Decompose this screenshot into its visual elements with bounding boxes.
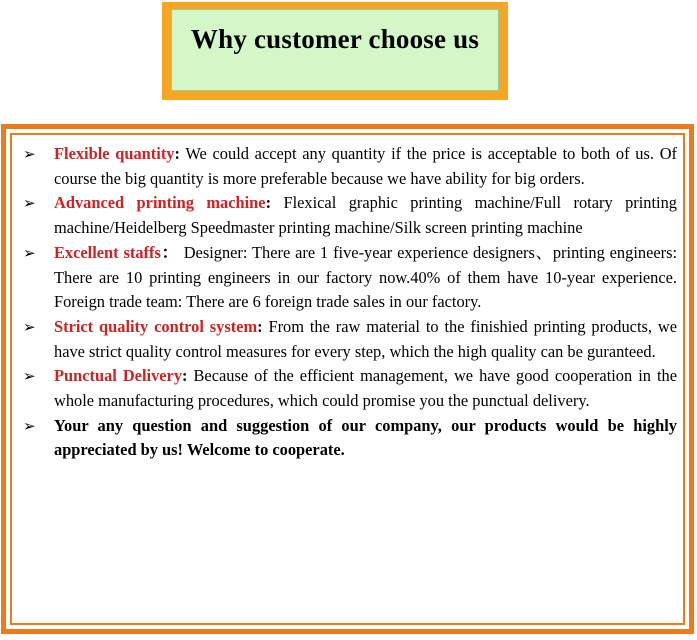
list-item-advanced-printing-machine [18, 191, 677, 240]
list-item-closing [18, 414, 677, 463]
arrowhead-bullet-icon: ➢ [23, 317, 36, 336]
arrowhead-bullet-icon: ➢ [23, 367, 36, 386]
arrowhead-bullet-icon: ➢ [23, 145, 36, 163]
arrowhead-bullet-icon: ➢ [23, 243, 36, 262]
item-text: From the raw material to the finishied printing products, we have strict quality control measures for every step, which the high quality can be guranteed. [54, 316, 677, 361]
item-text: Designer: There are 1 five-year experience designers、printing engineers: There are 10 printing engineers in our factory now.40% of them have 10-year experience. Foreign trade team: There are 6 foreign trade sales in our factory. [54, 242, 678, 312]
item-text: Flexical graphic printing machine/Full rotary printing machine/Heidelberg Speedmaster printing machine/Silk screen printing machine [54, 193, 677, 238]
arrowhead-bullet-icon: ➢ [23, 194, 36, 213]
content-panel-inner [10, 133, 685, 625]
list-item-quality-control [18, 315, 677, 364]
item-text: We could accept any quantity if the price is acceptable to both of us. Of course the big quantity is more preferable because we have ability for big orders. [54, 144, 677, 188]
content-panel [1, 124, 694, 634]
item-text: Because of the efficient management, we have good cooperation in the whole manufacturing procedures, which could promise you the punctual delivery. [54, 366, 677, 411]
arrowhead-bullet-icon: ➢ [23, 416, 36, 435]
item-separator: : [174, 144, 180, 163]
item-separator: : [257, 316, 263, 336]
page-title: Why customer choose us [190, 24, 480, 54]
item-separator: ： [160, 242, 179, 262]
reasons-list [18, 142, 677, 463]
list-item-excellent-staffs [18, 241, 677, 315]
title-banner [162, 2, 508, 100]
item-heading: Flexible quantity [54, 144, 175, 163]
item-heading: Advanced printing machine [54, 193, 266, 213]
item-heading: Punctual Delivery [54, 366, 183, 386]
item-separator: : [182, 366, 188, 386]
list-item-flexible-quantity [18, 142, 677, 191]
title-box [171, 9, 499, 91]
item-separator: : [265, 193, 272, 213]
closing-text: Your any question and suggestion of our company, our products would be highly appreciated by us! Welcome to cooperate. [54, 415, 677, 460]
list-item-punctual-delivery [18, 364, 677, 413]
item-heading: Excellent staffs [54, 242, 161, 262]
item-heading: Strict quality control system [54, 316, 258, 336]
